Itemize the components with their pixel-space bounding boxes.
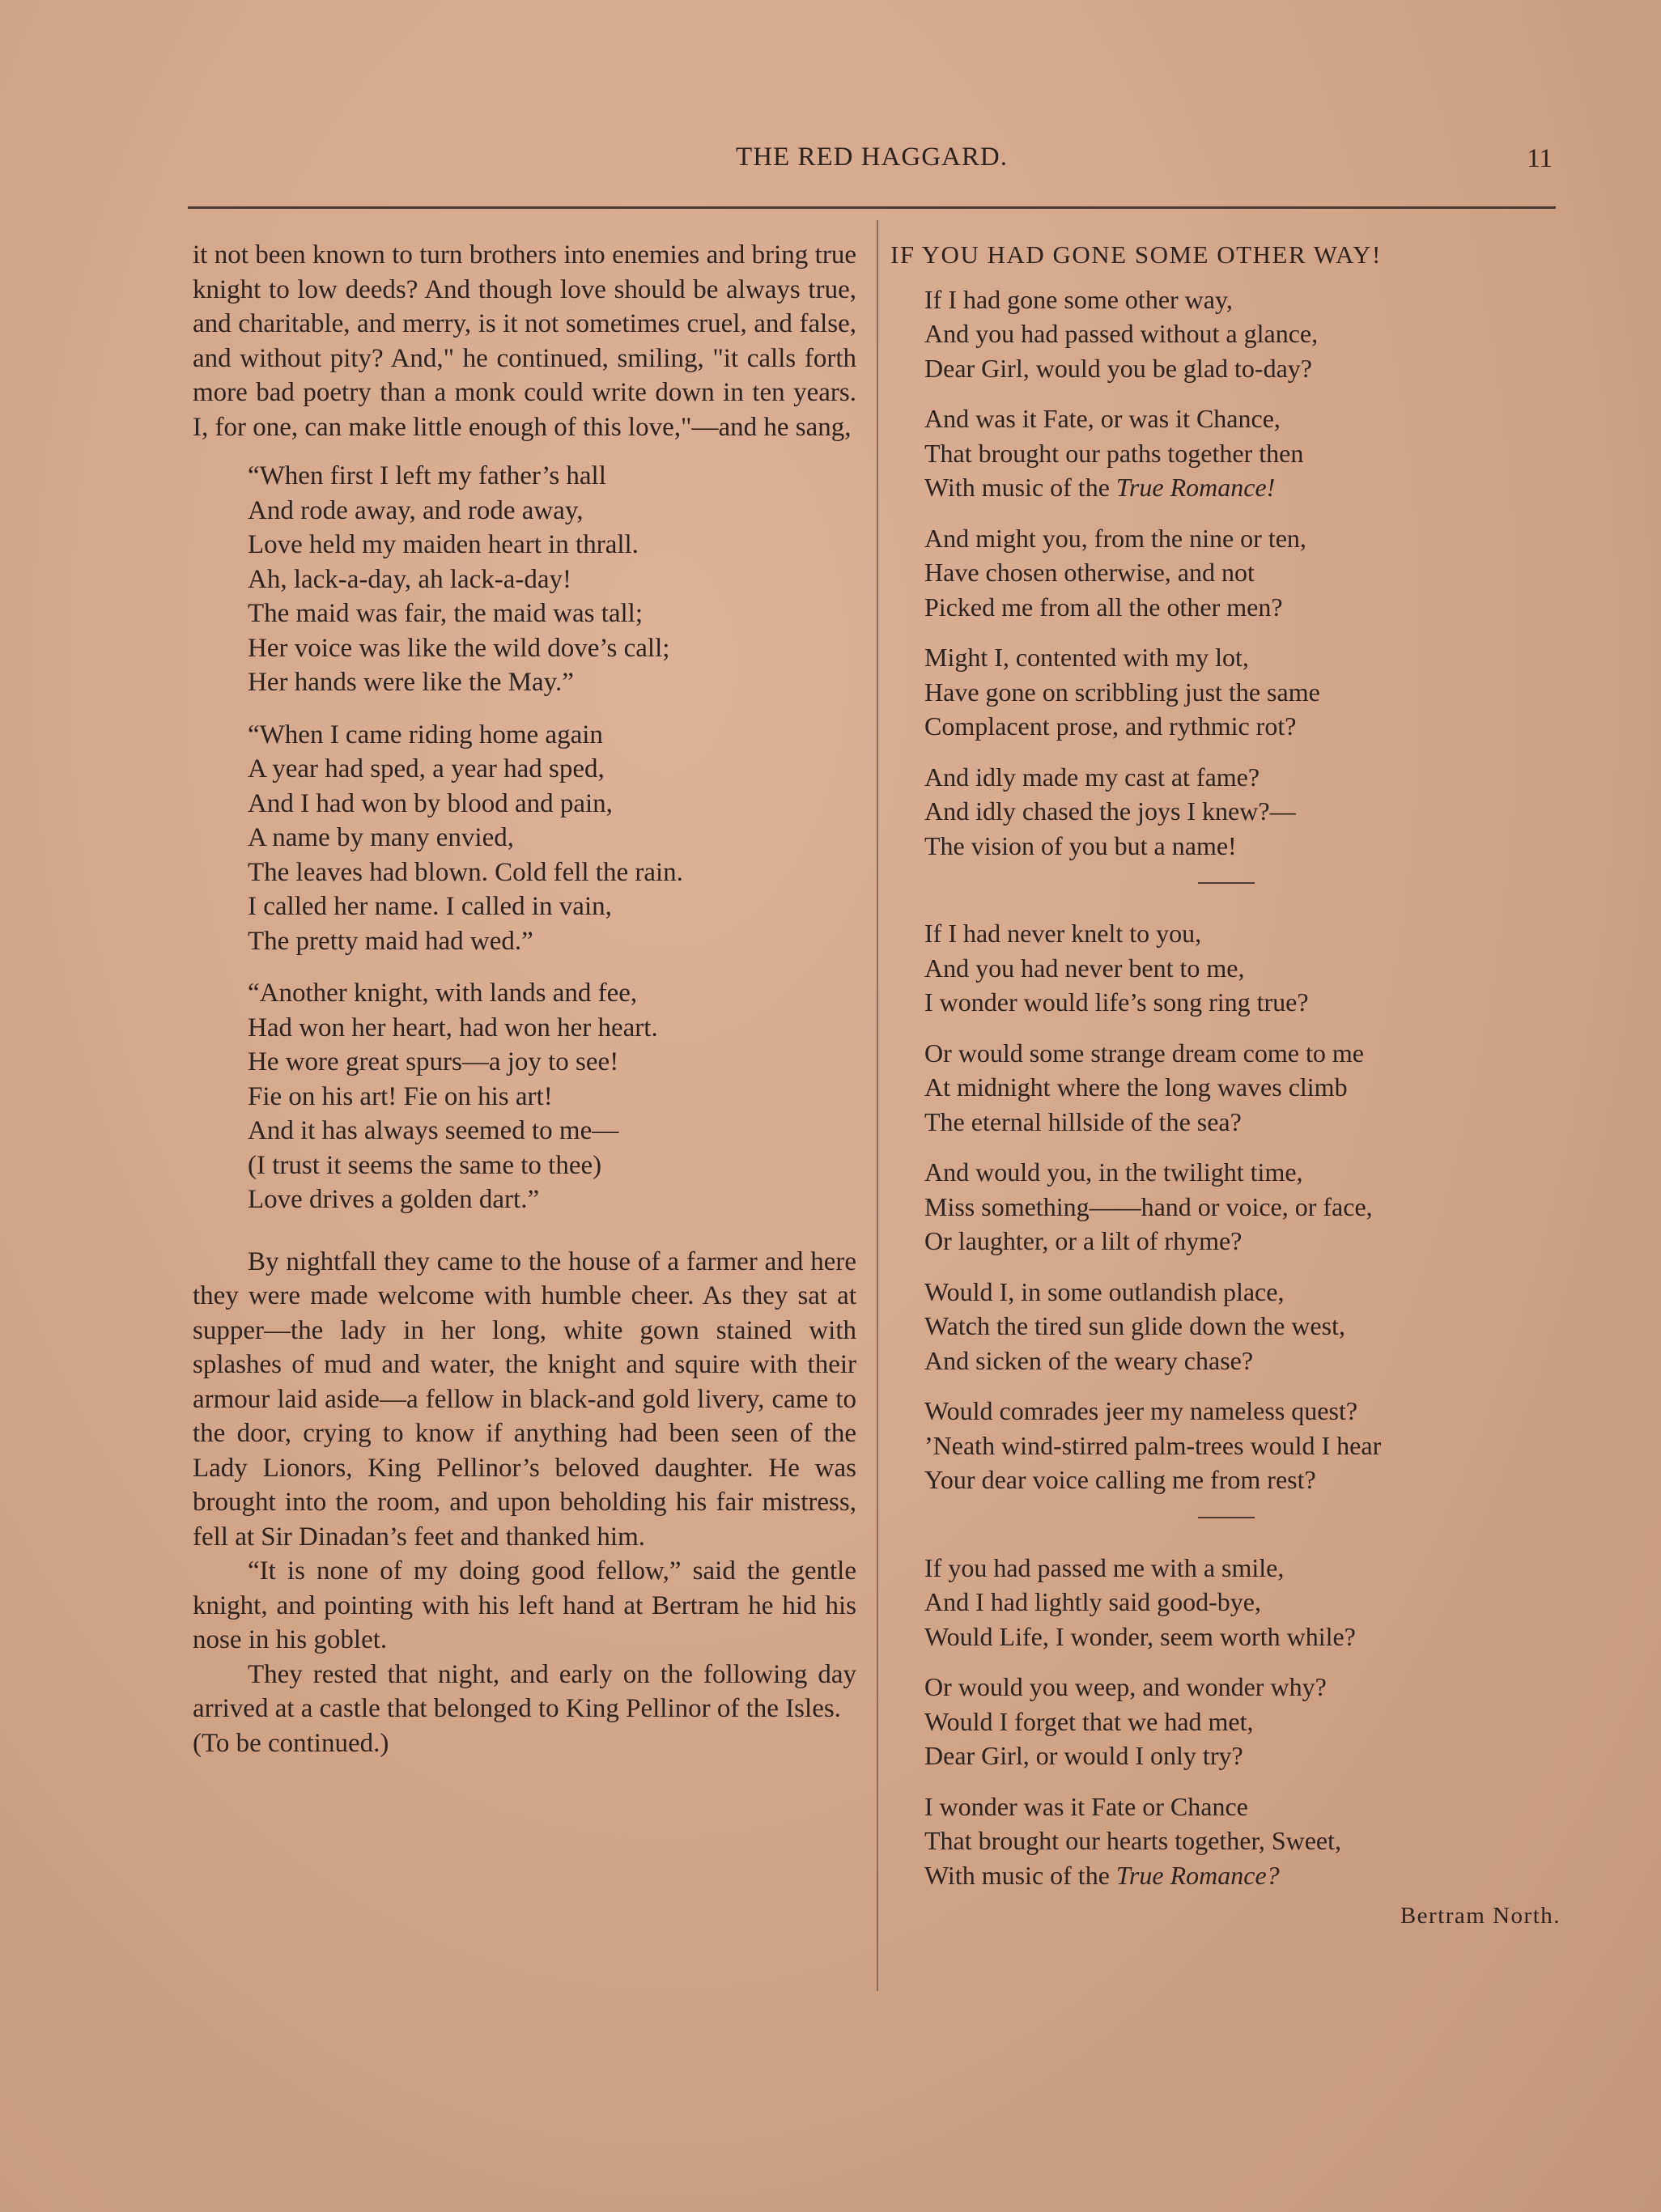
paragraph: it not been known to turn brothers into enemies and bring true knight to low deeds? And though love should be always true, and charitable, and merry, is it not sometimes cruel, and false, and without pity? And," he continued, smiling, "it calls forth more bad poetry than a monk could write down in ten years. I, for one, can make little enough of this love,"—and he sang, bbox=[193, 240, 856, 442]
verse-line: Picked me from all the other men? bbox=[924, 592, 1283, 622]
verse-line: Have chosen otherwise, and not bbox=[924, 558, 1255, 587]
poem-stanza bbox=[924, 401, 1562, 505]
poem-stanza bbox=[924, 916, 1562, 1020]
verse-line: Dear Girl, or would I only try? bbox=[924, 1741, 1243, 1770]
verse-line: If I had never knelt to you, bbox=[924, 919, 1202, 948]
verse-line: Or would you weep, and wonder why? bbox=[924, 1672, 1327, 1701]
poem-stanza bbox=[924, 1155, 1562, 1259]
verse-line: Might I, contented with my lot, bbox=[924, 643, 1249, 672]
verse-line: Would Life, I wonder, seem worth while? bbox=[924, 1621, 1356, 1651]
paragraph: By nightfall they came to the house of a farmer and here they were made welcome with humble cheer. As they sat at supper—the lady in her long, white gown stained with splashes of mud and water, the knight and squire with their armour laid aside—a fellow in black-and gold livery, came to the door, crying to know if anything had been seen of the Lady Lionors, King Pellinor’s beloved daughter. He was brought into the room, and upon beholding his fair mistress, fell at Sir Dinadan’s feet and thanked him. bbox=[193, 1246, 856, 1552]
verse-line: And was it Fate, or was it Chance, bbox=[924, 404, 1281, 433]
journal-title: THE RED HAGGARD. bbox=[736, 142, 1008, 172]
verse-line: The maid was fair, the maid was tall; bbox=[248, 599, 644, 628]
verse-line-text: With music of the bbox=[924, 473, 1116, 502]
verse-line: If you had passed me with a smile, bbox=[924, 1552, 1285, 1582]
verse-line: Complacent prose, and rythmic rot? bbox=[924, 711, 1297, 741]
poem-stanza bbox=[924, 521, 1562, 625]
verse-line: Would I, in some outlandish place, bbox=[924, 1276, 1285, 1306]
verse-line: And sicken of the weary chase? bbox=[924, 1345, 1254, 1375]
verse-line-italic: True Romance? bbox=[1115, 1860, 1280, 1890]
verse-line: A year had sped, a year had sped, bbox=[248, 754, 605, 783]
left-column bbox=[193, 238, 856, 1760]
verse-line: Would comrades jeer my nameless quest? bbox=[924, 1396, 1358, 1425]
verse-line: Or laughter, or a lilt of rhyme? bbox=[924, 1226, 1243, 1255]
section-separator bbox=[1198, 1517, 1255, 1518]
verse-line: I called her name. I called in vain, bbox=[248, 892, 612, 921]
verse-line: And idly chased the joys I knew?— bbox=[924, 796, 1296, 826]
section-separator bbox=[1198, 882, 1255, 884]
verse-line: That brought our hearts together, Sweet, bbox=[924, 1826, 1342, 1855]
verse-line-italic: True Romance! bbox=[1115, 473, 1276, 502]
paragraph: They rested that night, and early on the following day arrived at a castle that belonged to King Pellinor of the Isles. bbox=[193, 1659, 856, 1723]
verse-line: Your dear voice calling me from rest? bbox=[924, 1465, 1316, 1494]
verse-line: Her voice was like the wild dove’s call; bbox=[248, 633, 670, 663]
verse-line-text: With music of the bbox=[924, 1860, 1116, 1890]
verse-line: Fie on his art! Fie on his art! bbox=[248, 1081, 553, 1111]
verse-line: Had won her heart, had won her heart. bbox=[248, 1013, 658, 1042]
verse-line bbox=[924, 1858, 1562, 1893]
verse-line: And you had never bent to me, bbox=[924, 953, 1245, 983]
verse-line: “Another knight, with lands and fee, bbox=[248, 979, 638, 1008]
verse-line: The eternal hillside of the sea? bbox=[924, 1106, 1242, 1136]
column-divider bbox=[877, 220, 878, 1991]
paragraph: “It is none of my doing good fellow,” said the gentle knight, and pointing with his left hand at Bertram he hid his nose in his goblet. bbox=[193, 1556, 856, 1654]
verse-line: And would you, in the twilight time, bbox=[924, 1157, 1303, 1187]
poem-stanza bbox=[924, 760, 1562, 864]
running-header bbox=[188, 142, 1556, 183]
header-rule bbox=[188, 206, 1556, 209]
verse-line: Her hands were like the May.” bbox=[248, 668, 574, 697]
verse-line: If I had gone some other way, bbox=[924, 284, 1233, 314]
poem-stanza bbox=[924, 1670, 1562, 1773]
verse-line: And I had won by blood and pain, bbox=[248, 788, 613, 818]
to-be-continued: (To be continued.) bbox=[193, 1728, 389, 1758]
verse-line: The vision of you but a name! bbox=[924, 830, 1237, 860]
verse-line: ’Neath wind-stirred palm-trees would I hear bbox=[924, 1430, 1382, 1460]
verse-line: And idly made my cast at fame? bbox=[924, 762, 1260, 792]
verse-line: Watch the tired sun glide down the west, bbox=[924, 1311, 1345, 1340]
poem-stanza bbox=[924, 1036, 1562, 1140]
verse-line: Love drives a golden dart.” bbox=[248, 1185, 540, 1214]
verse-line: Miss something——hand or voice, or face, bbox=[924, 1191, 1373, 1221]
poem-stanza bbox=[924, 1394, 1562, 1497]
verse-line: And I had lightly said good-bye, bbox=[924, 1587, 1261, 1616]
poem-stanza bbox=[924, 1790, 1562, 1893]
verse-line: That brought our paths together then bbox=[924, 438, 1304, 468]
verse-line: And you had passed without a glance, bbox=[924, 319, 1319, 348]
verse-line: A name by many envied, bbox=[248, 823, 515, 852]
verse-line: Ah, lack-a-day, ah lack-a-day! bbox=[248, 564, 572, 594]
verse-line: The pretty maid had wed.” bbox=[248, 926, 533, 956]
verse-line: Have gone on scribbling just the same bbox=[924, 677, 1320, 707]
verse-line: At midnight where the long waves climb bbox=[924, 1072, 1348, 1102]
verse-line: “When first I left my father’s hall bbox=[248, 461, 606, 490]
song-stanza bbox=[248, 976, 856, 1217]
verse-line: He wore great spurs—a joy to see! bbox=[248, 1047, 619, 1076]
verse-line: Or would some strange dream come to me bbox=[924, 1038, 1364, 1068]
poem-title: IF YOU HAD GONE SOME OTHER WAY! bbox=[890, 240, 1382, 269]
verse-line: Love held my maiden heart in thrall. bbox=[248, 530, 639, 559]
verse-line: (I trust it seems the same to thee) bbox=[248, 1150, 602, 1180]
poem-stanza bbox=[924, 1275, 1562, 1378]
song-stanza bbox=[248, 718, 856, 959]
verse-line: I wonder would life’s song ring true? bbox=[924, 987, 1309, 1017]
verse-line: The leaves had blown. Cold fell the rain. bbox=[248, 857, 683, 887]
author-signature: Bertram North. bbox=[1400, 1903, 1561, 1929]
song-stanza bbox=[248, 459, 856, 700]
verse-line: And rode away, and rode away, bbox=[248, 495, 584, 525]
right-column bbox=[890, 238, 1562, 1934]
page-number: 11 bbox=[1527, 144, 1553, 173]
verse-line: Dear Girl, would you be glad to-day? bbox=[924, 353, 1312, 383]
verse-line: And it has always seemed to me— bbox=[248, 1116, 619, 1145]
poem-stanza bbox=[924, 282, 1562, 386]
verse-line: Would I forget that we had met, bbox=[924, 1706, 1254, 1736]
verse-line: And might you, from the nine or ten, bbox=[924, 523, 1306, 553]
poem-stanza bbox=[924, 640, 1562, 744]
verse-line bbox=[924, 470, 1562, 505]
verse-line: I wonder was it Fate or Chance bbox=[924, 1791, 1248, 1821]
verse-line: “When I came riding home again bbox=[248, 720, 603, 749]
poem-stanza bbox=[924, 1551, 1562, 1654]
